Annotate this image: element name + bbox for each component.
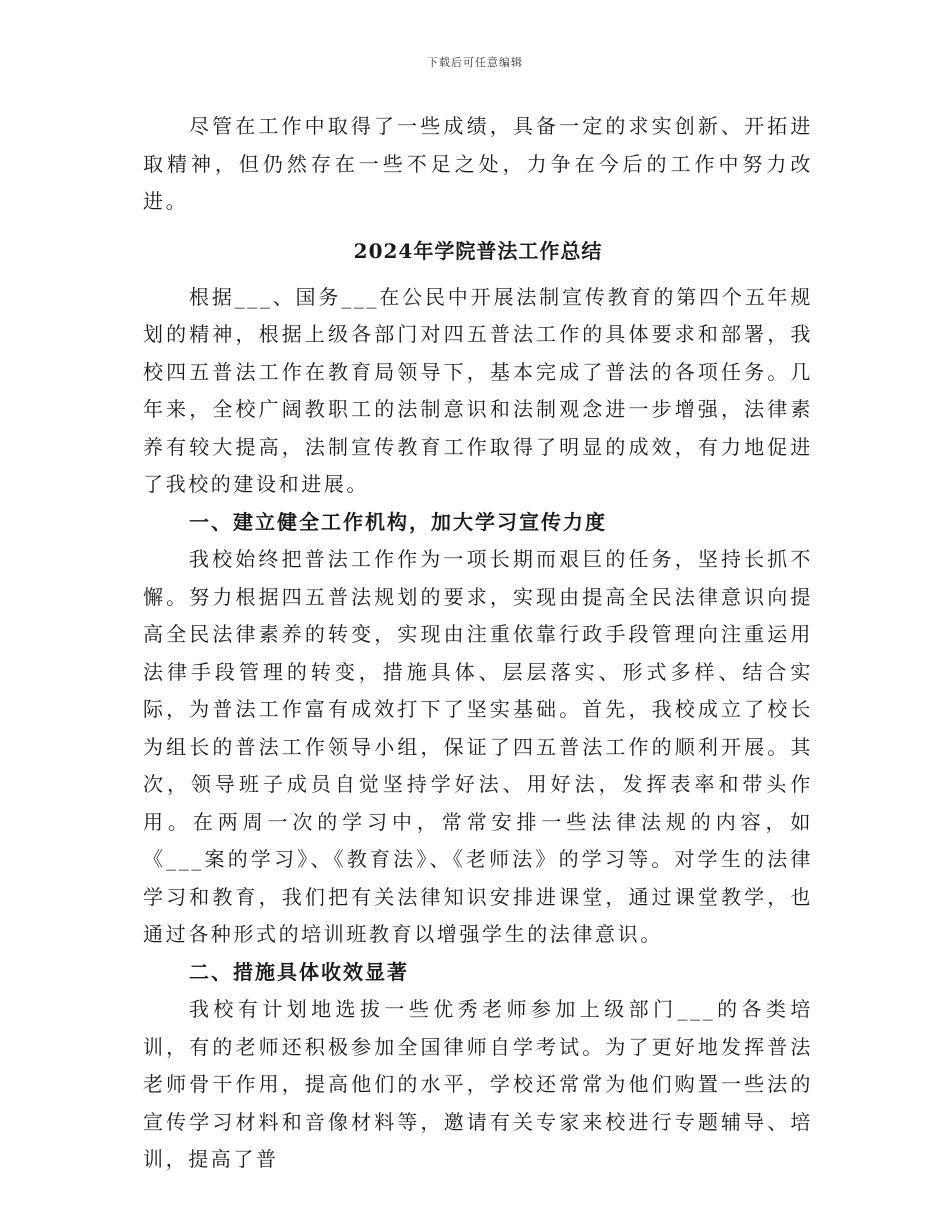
page-header-note: 下载后可任意编辑 <box>427 56 523 69</box>
section-2-heading: 二、措施具体收效显著 <box>189 959 409 984</box>
section-2-body: 我校有计划地选拔一些优秀老师参加上级部门___的各类培训，有的老师还积极参加全国律师自学考试。为了更好地发挥普法老师骨干作用，提高他们的水平，学校还常常为他们购置一些法的宣传学习材料和音像材料等，邀请有关专家来校进行专题辅导、培训，提高了普 <box>143 997 813 1171</box>
section-1-body: 我校始终把普法工作作为一项长期而艰巨的任务，坚持长抓不懈。努力根据四五普法规划的要求，实现由提高全民法律意识向提高全民法律素养的转变，实现由注重依靠行政手段管理向注重运用法律手段管理的转变，措施具体、层层落实、形式多样、结合实际，为普法工作富有成效打下了坚实基础。首先，我校成立了校长为组长的普法工作领导小组，保证了四五普法工作的顺利开展。其次，领导班子成员自觉坚持学好法、用好法，发挥表率和带头作用。在两周一次的学习中，常常安排一些法律法规的内容，如《___案的学习》、《教育法》、《老师法》的学习等。对学生的法律学习和教育，我们把有关法律知识安排进课堂，通过课堂教学，也通过各种形式的培训班教育以增强学生的法律意识。 <box>143 547 813 946</box>
document-body <box>143 108 813 1179</box>
document-title: 2024年学院普法工作总结 <box>353 238 603 263</box>
opening-paragraph: 根据___、国务___在公民中开展法制宣传教育的第四个五年规划的精神，根据上级各部门对四五普法工作的具体要求和部署，我校四五普法工作在教育局领导下，基本完成了普法的各项任务。几年来，全校广阔教职工的法制意识和法制观念进一步增强，法律素养有较大提高，法制宣传教育工作取得了明显的成效，有力地促进了我校的建设和进展。 <box>143 284 813 496</box>
section-1-heading: 一、建立健全工作机构，加大学习宣传力度 <box>189 509 607 534</box>
intro-paragraph: 尽管在工作中取得了一些成绩，具备一定的求实创新、开拓进取精神，但仍然存在一些不足之处，力争在今后的工作中努力改进。 <box>143 114 813 213</box>
